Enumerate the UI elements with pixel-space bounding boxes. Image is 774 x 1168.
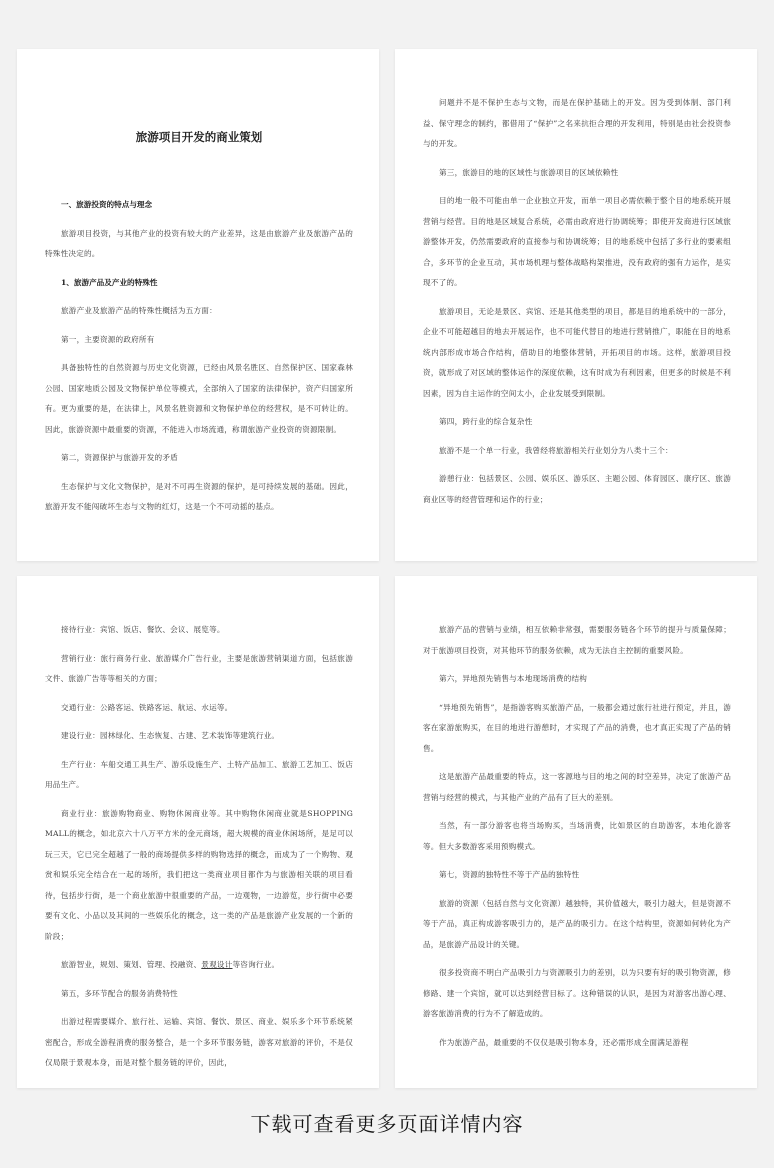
paragraph-text: 等咨询行业。: [232, 960, 280, 969]
document-page-4: [395, 576, 757, 1088]
paragraph-text: 旅游智业，规划、策划、管理、投融资、: [61, 960, 202, 969]
paragraph: 第四，跨行业的综合复杂性: [439, 417, 533, 426]
paragraph: 商业行业：旅游购物商业、购物休闲商业等。其中购物休闲商业就是SHOPPING MALL的概念，如北京六十八万平方米的金元商场，超大规模的商业休闲场所，是足可以玩三天，它已完全超越了一般的商场提供多样的购物选择的概念，而成为了一个购物、观赏和娱乐完全结合在一起的场所，我们把这一类商业项目都作为与旅游相关联的项目看待，包括步行街，是一个商业旅游中很重要的产品，一边观物，一边游览，步行街中必要要有文化、小品以及其间的一些娱乐化的概念，这一类的产品是旅游产业发展的一个新的阶段；: [45, 808, 353, 941]
paragraph: 生产行业：车船交通工具生产、游乐设施生产、土特产品加工、旅游工艺加工、饭店用品生产。: [45, 759, 353, 789]
paragraph: 作为旅游产品，最重要的不仅仅是吸引物本身，还必需形成全面满足游程: [439, 1037, 689, 1047]
paragraph: 建设行业：园林绿化、生态恢复、古建、艺术装饰等建筑行业。: [61, 731, 280, 740]
paragraph: 旅游产业及旅游产品的特殊性概括为五方面：: [61, 306, 217, 315]
paragraph: 目的地一般不可能由单一企业独立开发，而单一项目必需依赖于整个目的地系统开展营销与经营。目的地是区域复合系统，必需由政府进行协调统筹；即使开发商进行区域旅游整体开发，仍然需要政府的直接参与和协调统筹；目的地系统中包括了多行业的要素组合，多环节的企业互动，其市场机理与整体战略构架推进，没有政府的强有力运作，是实现不了的。: [423, 196, 731, 287]
paragraph: 第五，多环节配合的服务消费特性: [61, 988, 178, 998]
paragraph: 第三，旅游目的地的区域性与旅游项目的区域依赖性: [439, 167, 619, 177]
page-3-body: [45, 620, 353, 1074]
paragraph: 第六，异地预先销售与本地现场消费的结构: [439, 674, 588, 683]
page-1-body: [45, 195, 353, 518]
paragraph: 游憩行业：包括景区、公园、娱乐区、游乐区、主题公园、体育园区、康疗区、旅游商业区等的经营管理和运作的行业；: [423, 474, 731, 504]
paragraph: 生态保护与文化文物保护，是对不可再生资源的保护，是可持续发展的基础。因此，旅游开发不能闯破坏生态与文物的红灯，这是一个不可动摇的基点。: [45, 481, 353, 511]
document-title: 旅游项目开发的商业策划: [135, 130, 263, 144]
paragraph: 旅游的资源（包括自然与文化资源）越独特，其价值越大，吸引力越大，但是资源不等于产品，真正构成游客吸引力的，是产品的吸引力。在这个结构里，资源如何转化为产品，是旅游产品设计的关键。: [423, 898, 731, 949]
paragraph: “异地预先销售”，是指游客购买旅游产品，一般都会通过旅行社进行预定，并且，游客在家游旅购买，在目的地进行游憩时，才实现了产品的消费，也才真正实现了产品的销售。: [423, 702, 731, 753]
paragraph: 出游过程需要媒介、旅行社、运输、宾馆、餐饮、景区、商业、娱乐多个环节系统紧密配合，形成全游程消费的服务整合，是一个多环节服务链，游客对旅游的评价，不是仅仅局限于景观本身，而是对整个服务链的评价，因此，: [45, 1017, 353, 1067]
document-page-1: [17, 49, 379, 561]
page-4-body: [423, 620, 731, 1053]
document-page-2: [395, 49, 757, 561]
paragraph: 旅游项目投资，与其他产业的投资有较大的产业差异，这是由旅游产业及旅游产品的特殊性决定的。: [45, 228, 353, 258]
section-heading: 1、旅游产品及产业的特殊性: [61, 277, 158, 287]
paragraph: 旅游项目，无论是景区、宾馆、还是其他类型的项目，都是目的地系统中的一部分，企业不可能超越目的地去开展运作，也不可能代替目的地进行营销推广，职能在目的地系统内部形成市场合作结构，借助目的地整体营销，开拓项目的市场。这样，旅游项目投资，就形成了对区域的整体运作的深度依赖，这有时成为有利因素，但更多的时候是不利因素，因为自主运作的空间太小，企业发展受到限制。: [423, 306, 731, 398]
document-page-3: [17, 576, 379, 1088]
page-2-body: [423, 93, 731, 510]
paragraph: 当然，有一部分游客也将当场购买，当场消费，比如景区的自助游客，本地化游客等。但大多数游客采用预购模式。: [423, 821, 731, 851]
paragraph: 第七，资源的独特性不等于产品的独特性: [439, 870, 580, 879]
paragraph: 旅游不是一个单一行业，我曾经将旅游相关行业划分为八类十三个：: [439, 445, 673, 455]
paragraph: 很多投资商不明白产品吸引力与资源吸引力的差别，以为只要有好的吸引物资源，修修路、建一个宾馆，就可以达到经营目标了。这种错误的认识，是因为对游客出游心理、游客旅游消费的行为不了解造成的。: [423, 968, 731, 1018]
paragraph: 旅游产品的营销与业绩，相互依赖非常强，需要服务链各个环节的提升与质量保障；对于旅游项目投资，对其他环节的服务依赖，成为无法自主控制的重要风险。: [423, 625, 731, 655]
paragraph: 具备独特性的自然资源与历史文化资源，已经由风景名胜区、自然保护区、国家森林公园、国家地质公园及文物保护单位等模式，全部纳入了国家的法律保护，资产归国家所有。更为重要的是，在法律上，风景名胜资源和文物保护单位的经营权，是不可转让的。因此，旅游资源中最重要的资源，不能进入市场流通，称谓旅游产业投资的资源限制。: [45, 363, 353, 434]
paragraph: 交通行业：公路客运、铁路客运、航运、水运等。: [61, 702, 233, 712]
download-more-caption[interactable]: 下载可查看更多页面详情内容: [250, 1112, 524, 1136]
paragraph: 问题并不是不保护生态与文物，而是在保护基础上的开发。因为受到体制、部门利益、保守理念的制约，都借用了“保护”之名来抗拒合理的开发利用，特别是由社会投资参与的开发。: [423, 98, 731, 148]
paragraph: 营销行业：旅行商务行业、旅游媒介广告行业，主要是旅游营销渠道方面，包括旅游文件、旅游广告等等相关的方面；: [45, 653, 353, 683]
paragraph: 第一，主要资源的政府所有: [61, 334, 155, 344]
paragraph: 接待行业：宾馆、饭店、餐饮、会议、展览等。: [61, 625, 225, 634]
paragraph: 这是旅游产品最重要的特点，这一客源地与目的地之间的时空差异，决定了旅游产品营销与经营的模式，与其他产业的产品有了巨大的差别。: [423, 772, 731, 802]
section-heading: 一、旅游投资的特点与理念: [61, 200, 153, 209]
landscape-design-link[interactable]: 景观设计: [201, 960, 233, 969]
paragraph: [45, 955, 353, 976]
paragraph: 第二，资源保护与旅游开发的矛盾: [61, 453, 178, 462]
